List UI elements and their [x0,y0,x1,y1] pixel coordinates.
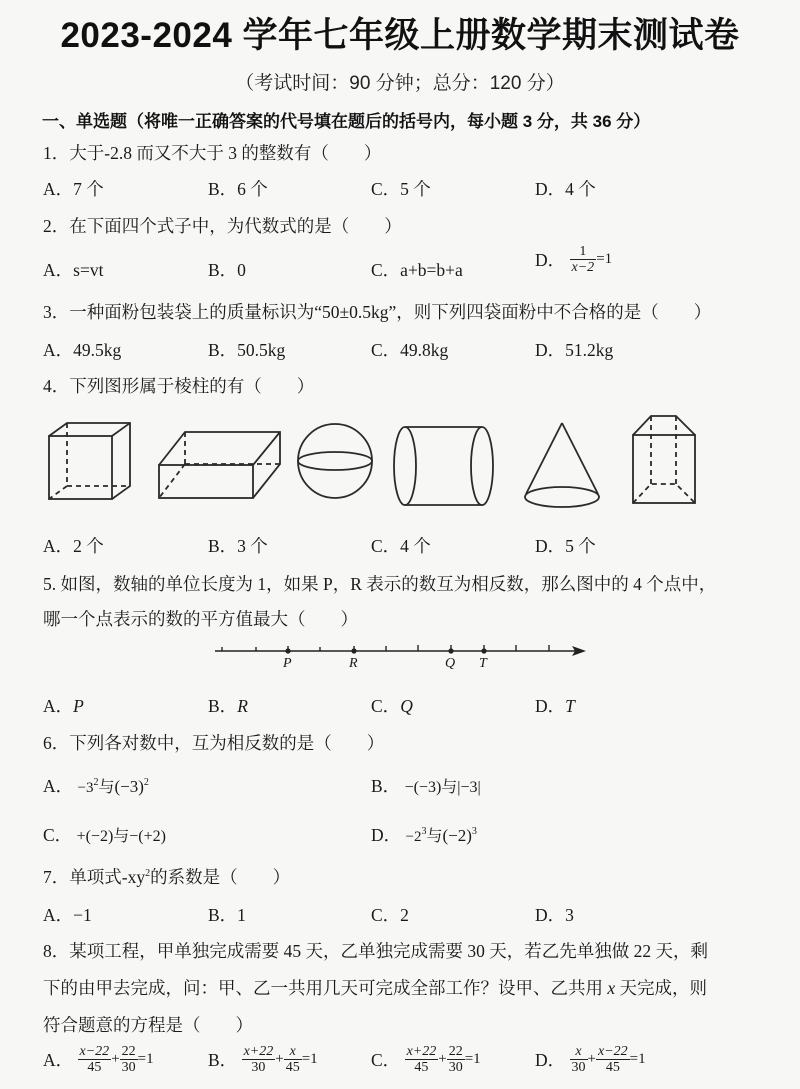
variable: x [607,978,616,998]
option-label: B． [208,1050,238,1070]
q4-option-b[interactable]: B．3 个 [208,536,268,556]
q1-option-a[interactable]: A．7 个 [43,179,104,199]
fraction [78,1044,112,1075]
exponent: 2 [143,777,149,789]
fraction [570,1044,588,1075]
q3-option-d[interactable]: D．51.2kg [535,340,614,360]
option-label: B． [208,696,238,716]
cylinder-figure [394,427,493,505]
q6-option-b[interactable] [371,773,481,798]
q2-option-b[interactable]: B．0 [208,260,246,280]
point-label-r: R [349,656,358,671]
q6-option-a[interactable] [43,773,149,798]
number-line [200,638,600,674]
cone-figure [525,423,599,507]
q1-option-d[interactable]: D．4 个 [535,179,596,199]
option-label: D． [535,1050,566,1070]
q2-option-c[interactable]: C．a+b=b+a [371,260,463,280]
q8-option-c[interactable] [371,1044,481,1075]
point-label-p: P [283,656,292,671]
cuboid-figure [159,432,280,498]
q7-option-a[interactable]: A．−1 [43,905,92,925]
q2-option-d-label: D． [535,250,566,270]
q3-option-b[interactable]: B．50.5kg [208,340,286,360]
cube-figure [49,423,130,499]
q7-option-b[interactable]: B．1 [208,905,246,925]
q8-option-d[interactable] [535,1044,646,1075]
option-label: A． [43,696,74,716]
exponent: 3 [421,826,427,838]
fraction [596,1044,630,1075]
denominator: 45 [87,1060,102,1075]
q2-option-a[interactable]: A．s=vt [43,260,104,280]
equals-one: =1 [301,1051,318,1067]
q5-option-a[interactable] [43,693,84,718]
q6-option-c[interactable] [43,822,166,847]
conjunction: 与 [98,779,115,796]
denominator: x−2 [571,260,595,275]
denominator: 30 [571,1060,586,1075]
plus-sign: + [111,1051,120,1067]
denominator: 30 [121,1060,136,1075]
question-8-stem-line2 [43,975,707,1000]
expr: −3 [77,780,94,796]
fraction [405,1044,439,1075]
q1-option-c[interactable]: C．5 个 [371,179,431,199]
option-label: A． [43,1050,74,1070]
numerator: x−22 [79,1044,110,1059]
equals-one: =1 [137,1051,154,1067]
exponent: 3 [471,826,477,838]
q7-option-c[interactable]: C．2 [371,905,409,925]
option-value: R [237,696,248,716]
point-label-t: T [479,656,487,671]
q4-option-a[interactable]: A．2 个 [43,536,104,556]
fraction [120,1044,138,1075]
q2-option-d[interactable] [535,244,612,275]
numerator: x [570,1044,588,1060]
numerator: x−22 [597,1044,628,1059]
expr: (−2) [442,826,472,845]
question-3-stem: 3．一种面粉包装袋上的质量标识为“50±0.5kg”，则下列四袋面粉中不合格的是（ ） [43,302,712,322]
denominator: 30 [448,1060,463,1075]
conjunction: 与 [426,828,443,845]
q8-option-a[interactable] [43,1044,154,1075]
q7-option-d[interactable]: D．3 [535,905,574,925]
fraction [242,1044,276,1075]
q8-option-b[interactable] [208,1044,318,1075]
numerator: 22 [448,1044,463,1059]
q3-option-c[interactable]: C．49.8kg [371,340,449,360]
q3-option-a[interactable]: A．49.5kg [43,340,122,360]
option-label: C． [43,825,73,845]
question-2-stem: 2．在下面四个式子中，为代数式的是（ ） [43,216,402,236]
equals-one: =1 [464,1051,481,1067]
denominator: 30 [251,1060,266,1075]
question-5-stem-line2: 哪一个点表示的数的平方值最大（ ） [43,609,358,629]
expr: +(−2)与−(+2) [76,828,166,845]
fraction [570,244,597,275]
q4-option-d[interactable]: D．5 个 [535,536,596,556]
stem-text: 下的由甲去完成，问：甲、乙一共用几天可完成全部工作？设甲、乙共用 [43,978,608,998]
expr: −2 [405,829,422,845]
page-title: 2023-2024 学年七年级上册数学期末测试卷 [60,16,740,55]
question-8-stem-line1: 8．某项工程，甲单独完成需要 45 天，乙单独完成需要 30 天，若乙先单独做 22 天，剩 [43,941,708,961]
exam-info: （考试时间：90 分钟；总分：120 分） [235,73,565,94]
exponent: 2 [93,777,99,789]
question-1-stem: 1．大于-2.8 而又不大于 3 的整数有（ ） [43,143,382,163]
option-value: T [565,696,575,716]
option-label: A． [43,776,74,796]
fraction [284,1044,302,1075]
trapezoidal-prism-figure [633,416,695,503]
denominator: 45 [414,1060,429,1075]
q4-option-c[interactable]: C．4 个 [371,536,431,556]
question-4-stem: 4．下列图形属于棱柱的有（ ） [43,376,315,396]
fraction [447,1044,465,1075]
q5-option-c[interactable] [371,693,413,718]
exponent: 2 [145,868,151,880]
option-label: C． [371,696,401,716]
stem-text: 天完成，则 [615,978,708,998]
expr: (−3) [114,777,144,796]
option-label: D． [371,825,402,845]
question-7-stem [43,864,290,889]
stem-text: 的系数是（ ） [150,867,291,887]
option-value: P [73,696,84,716]
stem-text: 7．单项式-xy [43,867,146,887]
solid-figures [0,400,800,515]
expr: −(−3)与|−3| [404,779,481,796]
equals-one: =1 [629,1051,646,1067]
option-label: C． [371,1050,401,1070]
question-5-stem-line1: 5. 如图，数轴的单位长度为 1，如果 P，R 表示的数互为相反数，那么图中的 4 个点中， [43,574,717,594]
q5-option-b[interactable] [208,693,248,718]
sphere-figure [298,424,372,498]
numerator: x+22 [243,1044,274,1059]
denominator: 45 [605,1060,620,1075]
option-value: Q [400,696,413,716]
equals-one: =1 [596,251,613,267]
option-label: D． [535,696,566,716]
q1-option-b[interactable]: B．6 个 [208,179,268,199]
option-label: B． [371,776,401,796]
question-8-stem-line3: 符合题意的方程是（ ） [43,1015,253,1035]
point-label-q: Q [445,656,456,671]
numerator: x+22 [406,1044,437,1059]
question-6-stem: 6．下列各对数中，互为相反数的是（ ） [43,733,385,753]
denominator: 45 [285,1060,300,1075]
plus-sign: + [275,1051,284,1067]
section-heading: 一、单选题（将唯一正确答案的代号填在题后的括号内，每小题 3 分，共 36 分） [42,112,651,131]
numerator: x [284,1044,302,1060]
plus-sign: + [587,1051,596,1067]
q5-option-d[interactable] [535,693,575,718]
numerator: 22 [121,1044,136,1059]
numerator: 1 [570,244,597,260]
plus-sign: + [438,1051,447,1067]
q6-option-d[interactable] [371,822,477,847]
